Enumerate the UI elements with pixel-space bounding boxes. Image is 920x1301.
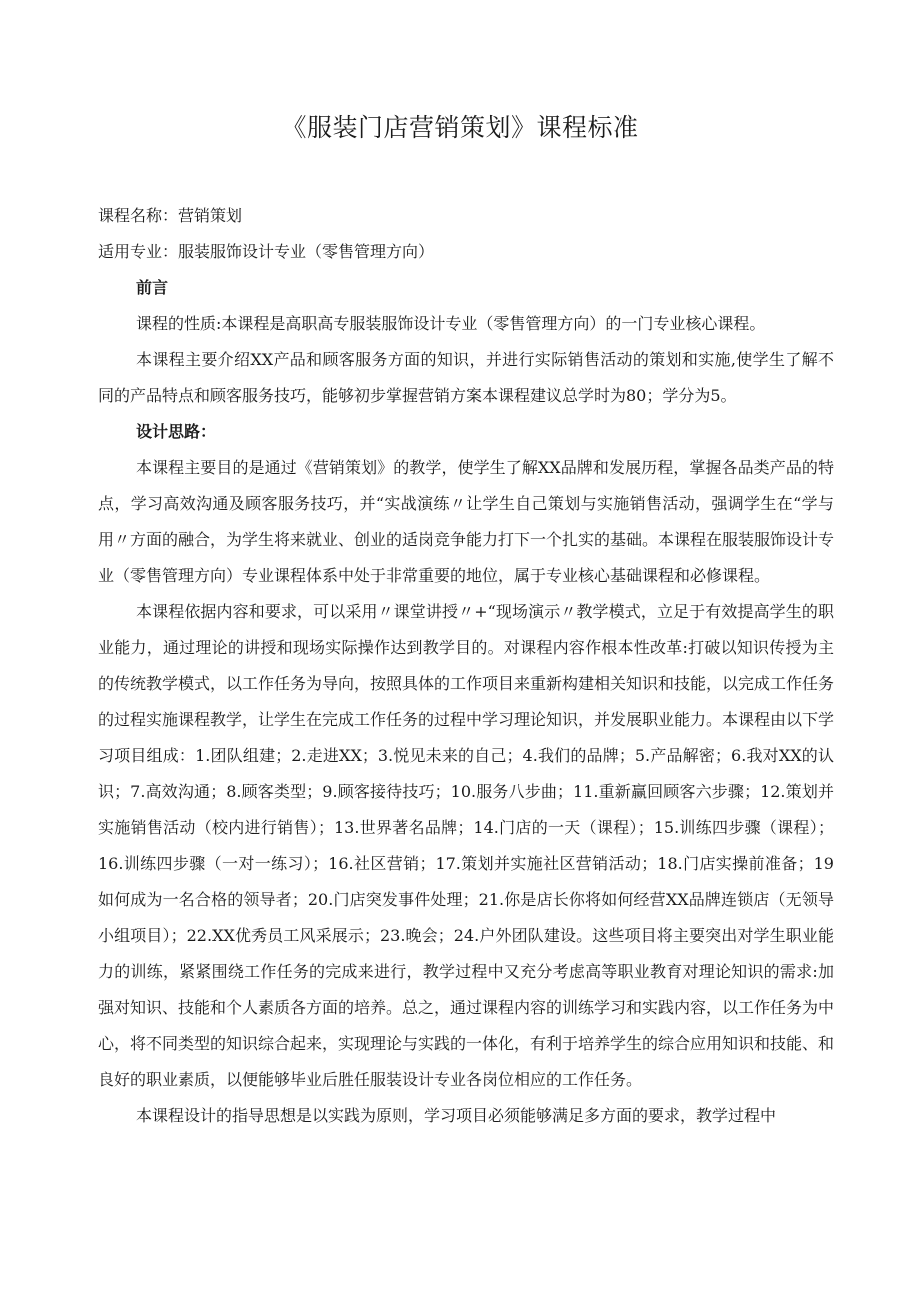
course-nature-paragraph: 课程的性质:本课程是高职高专服装服饰设计专业（零售管理方向）的一门专业核心课程。 [136,314,766,333]
preface-heading: 前言 [136,278,169,297]
applicable-major-line: 适用专业：服装服饰设计专业（零售管理方向） [98,242,435,261]
document-body [98,198,834,1134]
design-paragraph-3: 本课程设计的指导思想是以实践为原则，学习项目必须能够满足多方面的要求，教学过程中 [136,1106,777,1125]
design-paragraph-2: 本课程依据内容和要求，可以采用〃课堂讲授〃+“现场演示〃教学模式，立足于有效提高学生的职业能力，通过理论的讲授和现场实际操作达到教学目的。对课程内容作根本性改革:打破以知识传授为主的传统教学模式，以工作任务为导向，按照具体的工作项目来重新构建相关知识和技能，以完成工作任务的过程实施课程教学，让学生在完成工作任务的过程中学习理论知识，并发展职业能力。本课程由以下学习项目组成：1.团队组建；2.走进XX；3.悦见未来的自己；4.我们的品牌；5.产品解密；6.我对XX的认识；7.高效沟通；8.顾客类型；9.顾客接待技巧；10.服务八步曲；11.重新赢回顾客六步骤；12.策划并实施销售活动（校内进行销售）；13.世界著名品牌；14.门店的一天（课程）；15.训练四步骤（课程）；16.训练四步骤（一对一练习）；16.社区营销；17.策划并实施社区营销活动；18.门店实操前准备；19如何成为一名合格的领导者；20.门店突发事件处理；21.你是店长你将如何经营XX品牌连锁店（无领导小组项目）；22.XX优秀员工风采展示；23.晚会；24.户外团队建设。这些项目将主要突出对学生职业能力的训练，紧紧围绕工作任务的完成来进行，教学过程中又充分考虑高等职业教育对理论知识的需求:加强对知识、技能和个人素质各方面的培养。总之，通过课程内容的训练学习和实践内容，以工作任务为中心，将不同类型的知识综合起来，实现理论与实践的一体化，有利于培养学生的综合应用知识和技能、和良好的职业素质，以便能够毕业后胜任服装设计专业各岗位相应的工作任务。 [98,602,835,1089]
course-intro-paragraph: 本课程主要介绍XX产品和顾客服务方面的知识，并进行实际销售活动的策划和实施,使学生了解不同的产品特点和顾客服务技巧，能够初步掌握营销方案本课程建议总学时为80；学分为5。 [98,350,834,405]
course-name-line: 课程名称：营销策划 [98,206,243,225]
design-heading: 设计思路： [136,422,217,441]
document-title: 《服装门店营销策划》课程标准 [281,113,639,142]
design-paragraph-1: 本课程主要目的是通过《营销策划》的教学，使学生了解XX品牌和发展历程，掌握各品类产品的特点，学习高效沟通及顾客服务技巧，并“实战演练〃让学生自己策划与实施销售活动，强调学生在“学与用〃方面的融合，为学生将来就业、创业的适岗竞争能力打下一个扎实的基础。本课程在服装服饰设计专业（零售管理方向）专业课程体系中处于非常重要的地位，属于专业核心基础课程和必修课程。 [98,458,835,585]
